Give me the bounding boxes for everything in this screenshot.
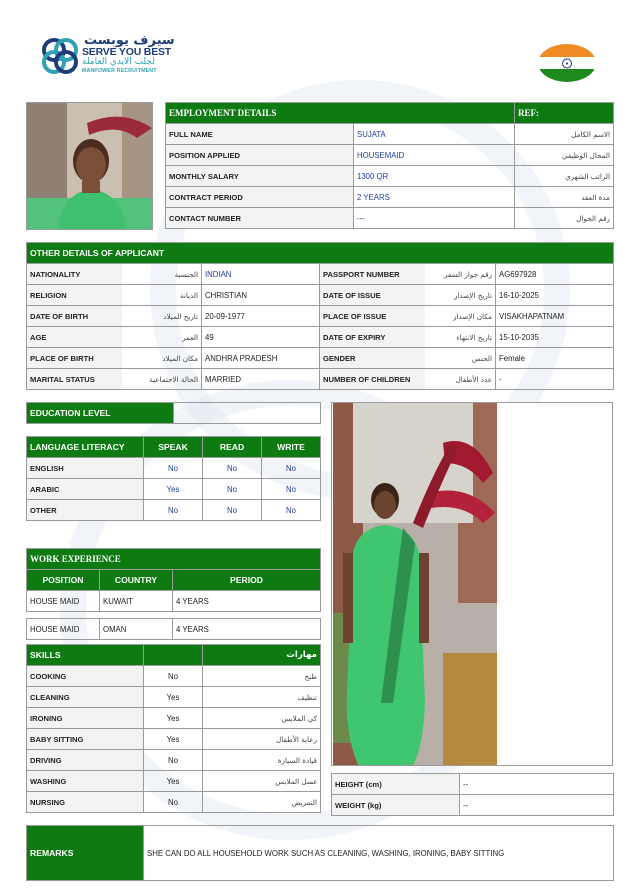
applicant-full-photo-frame	[331, 402, 613, 766]
work-position: HOUSE MAID	[27, 619, 100, 640]
write-header: WRITE	[262, 437, 321, 458]
field-label-arabic: مكان الميلاد	[122, 348, 202, 369]
field-label: NUMBER OF CHILDREN	[320, 369, 425, 390]
write-value: No	[262, 458, 321, 479]
field-label: NATIONALITY	[27, 264, 122, 285]
field-label-arabic: الراتب الشهري	[515, 166, 614, 187]
skill-row	[27, 708, 321, 729]
place-of-birth-value: ANDHRA PRADESH	[202, 348, 320, 369]
field-label-arabic: رقم الجوال	[515, 208, 614, 229]
marital-status-value: MARRIED	[202, 369, 320, 390]
applicant-full-body-photo	[333, 403, 497, 765]
remarks-label: REMARKS	[27, 826, 144, 881]
speak-value: No	[144, 500, 203, 521]
place-of-issue-value: VISAKHAPATNAM	[496, 306, 614, 327]
language-literacy-table	[26, 436, 321, 521]
field-label: PLACE OF BIRTH	[27, 348, 122, 369]
skills-title: SKILLS	[27, 645, 144, 666]
date-of-issue-value: 16-10-2025	[496, 285, 614, 306]
field-label: DATE OF ISSUE	[320, 285, 425, 306]
field-label: CONTACT NUMBER	[166, 208, 354, 229]
field-label: DATE OF BIRTH	[27, 306, 122, 327]
skill-name: CLEANING	[27, 687, 144, 708]
contract-period-value: 2 YEARS	[354, 187, 515, 208]
skill-value: No	[144, 666, 203, 687]
skill-name: IRONING	[27, 708, 144, 729]
skills-header-blank	[144, 645, 203, 666]
field-label-arabic: الجنسية	[122, 264, 202, 285]
skill-row	[27, 687, 321, 708]
skill-row	[27, 729, 321, 750]
skill-row	[27, 792, 321, 813]
logo-tagline: MANPOWER RECRUITMENT	[82, 68, 157, 74]
speak-value: Yes	[144, 479, 203, 500]
language-header: LANGUAGE LITERACY	[27, 437, 144, 458]
field-label-arabic: رقم جواز السفر	[425, 264, 496, 285]
details-row	[27, 306, 614, 327]
contact-number-value: ---	[354, 208, 515, 229]
skill-name-arabic: طبخ	[203, 666, 321, 687]
position-header: POSITION	[27, 570, 100, 591]
speak-header: SPEAK	[144, 437, 203, 458]
employment-row	[166, 124, 614, 145]
position-applied-value: HOUSEMAID	[354, 145, 515, 166]
field-label: AGE	[27, 327, 122, 348]
skill-value: Yes	[144, 687, 203, 708]
skill-value: Yes	[144, 708, 203, 729]
gender-value: Female	[496, 348, 614, 369]
skill-name: NURSING	[27, 792, 144, 813]
field-label-arabic: تاريخ الميلاد	[122, 306, 202, 327]
country-header: COUNTRY	[100, 570, 173, 591]
field-label-arabic: الحالة الاجتماعية	[122, 369, 202, 390]
education-level-label: EDUCATION LEVEL	[27, 403, 174, 424]
physical-row	[332, 795, 614, 816]
language-name: OTHER	[27, 500, 144, 521]
period-header: PERIOD	[173, 570, 321, 591]
speak-value: No	[144, 458, 203, 479]
logo-arabic-sub: لجلب الايدي العاملة	[82, 57, 155, 67]
work-country: OMAN	[100, 619, 173, 640]
skill-name-arabic: تنظيف	[203, 687, 321, 708]
field-label: DATE OF EXPIRY	[320, 327, 425, 348]
field-label: FULL NAME	[166, 124, 354, 145]
other-details-title: OTHER DETAILS OF APPLICANT	[27, 243, 614, 264]
field-label-arabic: عدد الأطفال	[425, 369, 496, 390]
skill-row	[27, 750, 321, 771]
date-of-expiry-value: 15-10-2035	[496, 327, 614, 348]
field-label: PASSPORT NUMBER	[320, 264, 425, 285]
work-period: 4 YEARS	[173, 591, 321, 612]
employment-row	[166, 166, 614, 187]
skill-name-arabic: غسل الملابس	[203, 771, 321, 792]
skill-name-arabic: كي الملابس	[203, 708, 321, 729]
logo-arabic: سيرف يوبست	[84, 33, 175, 48]
language-name: ENGLISH	[27, 458, 144, 479]
employment-row	[166, 187, 614, 208]
work-period: 4 YEARS	[173, 619, 321, 640]
read-header: READ	[203, 437, 262, 458]
skill-name: WASHING	[27, 771, 144, 792]
age-value: 49	[202, 327, 320, 348]
remarks-table	[26, 825, 614, 881]
language-name: ARABIC	[27, 479, 144, 500]
field-label: POSITION APPLIED	[166, 145, 354, 166]
work-row	[27, 591, 321, 612]
skill-name-arabic: التمريض	[203, 792, 321, 813]
employment-row	[166, 208, 614, 229]
field-label-arabic: تاريخ الإصدار	[425, 285, 496, 306]
full-name-value: SUJATA	[354, 124, 515, 145]
skill-value: No	[144, 750, 203, 771]
field-label-arabic: مكان الإصدار	[425, 306, 496, 327]
weight-value: --	[460, 795, 614, 816]
skill-name-arabic: قيادة السيارة	[203, 750, 321, 771]
education-level-value	[174, 403, 321, 424]
field-label-arabic: المجال الوظيفي	[515, 145, 614, 166]
other-details-table	[26, 242, 614, 390]
details-row	[27, 285, 614, 306]
religion-value: CHRISTIAN	[202, 285, 320, 306]
field-label: MONTHLY SALARY	[166, 166, 354, 187]
india-flag-icon	[538, 44, 596, 82]
read-value: No	[203, 500, 262, 521]
field-label: RELIGION	[27, 285, 122, 306]
height-label: HEIGHT (cm)	[332, 774, 460, 795]
work-row	[27, 619, 321, 640]
details-row	[27, 264, 614, 285]
field-label: CONTRACT PERIOD	[166, 187, 354, 208]
logo-name: SERVE YOU BEST	[82, 46, 172, 58]
number-of-children-value: -	[496, 369, 614, 390]
work-position: HOUSE MAID	[27, 591, 100, 612]
skill-name-arabic: رعاية الأطفال	[203, 729, 321, 750]
physical-table	[331, 773, 614, 816]
skill-value: Yes	[144, 729, 203, 750]
logo-knot-icon	[40, 36, 80, 76]
field-label-arabic: العمر	[122, 327, 202, 348]
language-row	[27, 479, 321, 500]
read-value: No	[203, 479, 262, 500]
field-label: PLACE OF ISSUE	[320, 306, 425, 327]
field-label-arabic: مدة العقد	[515, 187, 614, 208]
skill-value: No	[144, 792, 203, 813]
field-label-arabic: تاريخ الانتهاء	[425, 327, 496, 348]
skills-title-arabic: مهارات	[203, 645, 321, 666]
skill-row	[27, 666, 321, 687]
work-experience-title: WORK EXPERIENCE	[27, 549, 321, 570]
remarks-text: SHE CAN DO ALL HOUSEHOLD WORK SUCH AS CLEANING, WASHING, IRONING, BABY SITTING	[144, 826, 614, 881]
skill-name: BABY SITTING	[27, 729, 144, 750]
skills-table	[26, 644, 321, 813]
field-label-arabic: الديانة	[122, 285, 202, 306]
details-row	[27, 369, 614, 390]
skill-name: COOKING	[27, 666, 144, 687]
details-row	[27, 348, 614, 369]
field-label-arabic: الاسم الكامل	[515, 124, 614, 145]
employment-row	[166, 145, 614, 166]
height-value: --	[460, 774, 614, 795]
applicant-portrait-photo	[26, 102, 153, 230]
write-value: No	[262, 479, 321, 500]
date-of-birth-value: 20-09-1977	[202, 306, 320, 327]
field-label-arabic: الجنس	[425, 348, 496, 369]
work-experience-table-2	[26, 618, 321, 640]
physical-row	[332, 774, 614, 795]
write-value: No	[262, 500, 321, 521]
work-country: KUWAIT	[100, 591, 173, 612]
work-experience-table	[26, 548, 321, 612]
skill-name: DRIVING	[27, 750, 144, 771]
weight-label: WEIGHT (kg)	[332, 795, 460, 816]
field-label: GENDER	[320, 348, 425, 369]
employment-details-table	[165, 102, 614, 229]
language-row	[27, 500, 321, 521]
nationality-value: INDIAN	[202, 264, 320, 285]
skill-value: Yes	[144, 771, 203, 792]
read-value: No	[203, 458, 262, 479]
employment-details-title: EMPLOYMENT DETAILS	[166, 103, 515, 124]
ref-label: REF:	[515, 103, 614, 124]
education-table	[26, 402, 321, 424]
passport-number-value: AG697928	[496, 264, 614, 285]
details-row	[27, 327, 614, 348]
field-label: MARITAL STATUS	[27, 369, 122, 390]
language-row	[27, 458, 321, 479]
skill-row	[27, 771, 321, 792]
monthly-salary-value: 1300 QR	[354, 166, 515, 187]
